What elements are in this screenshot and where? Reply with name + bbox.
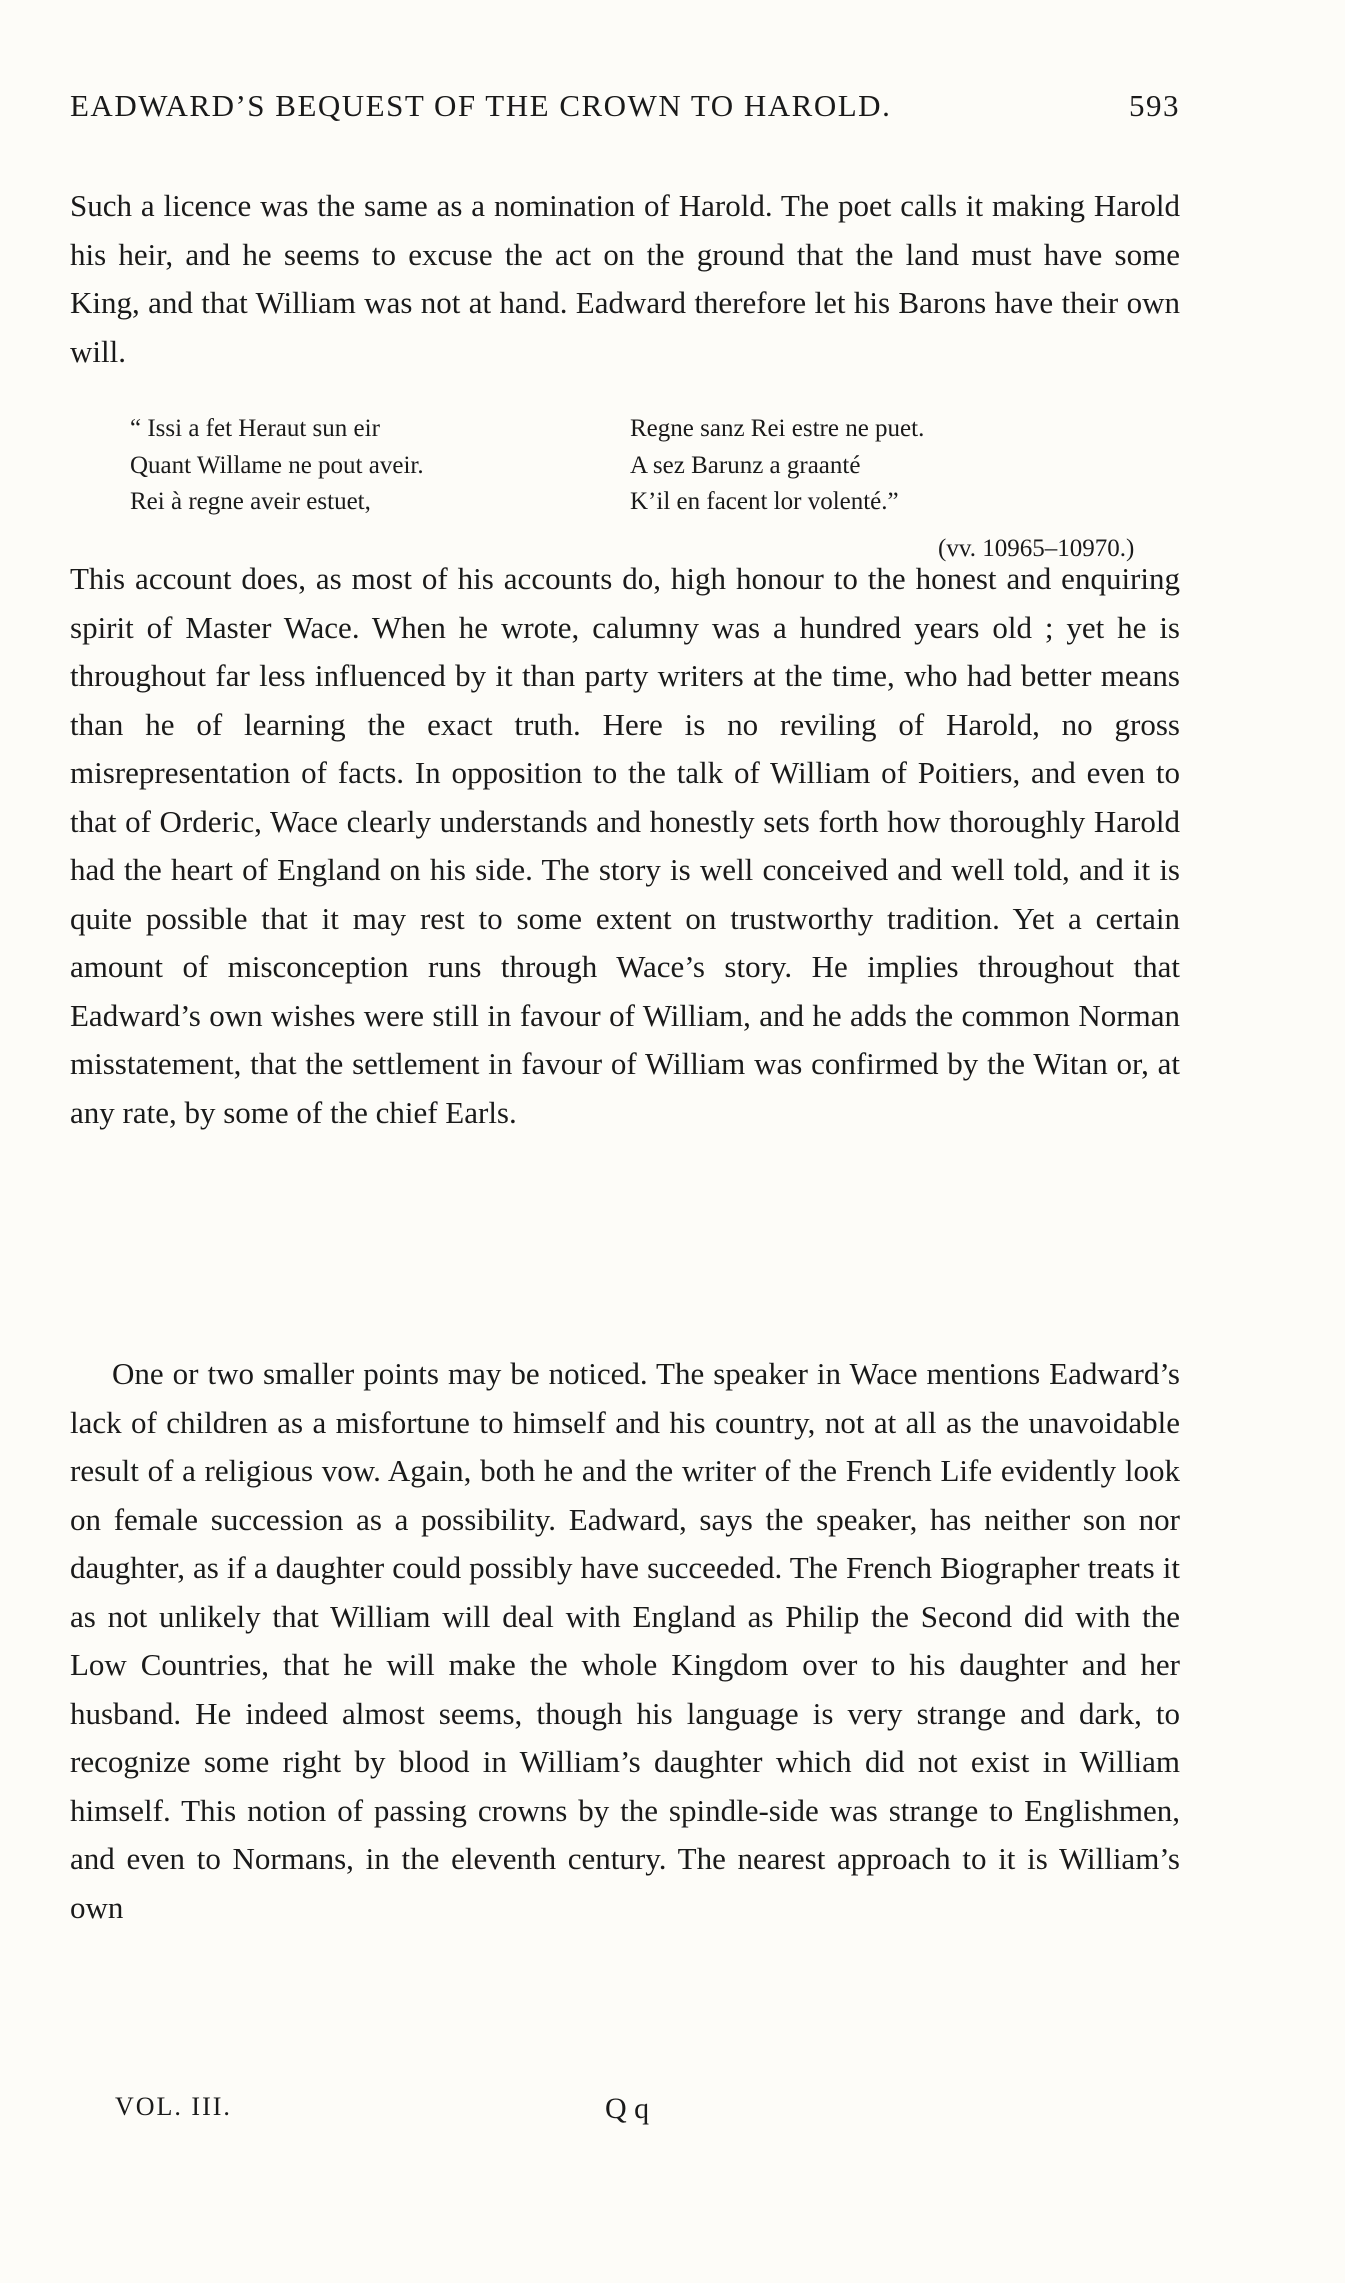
verse-column-right [630, 411, 924, 521]
paragraph-3: One or two smaller points may be noticed. The speaker in Wace mentions Eadward’s lack of children as a misfortune to himself and his country, not at all as the unavoidable result of a religious vow. Again, both he and the writer of the French Life evidently look on female succession as a possibility. Eadward, says the speaker, has neither son nor daughter, as if a daughter could possibly have succeeded. The French Biographer treats it as not unlikely that William will deal with England as Philip the Second did with the Low Countries, that he will make the whole Kingdom over to his daughter and her husband. He indeed almost seems, though his language is very strange and dark, to recognize some right by blood in William’s daughter which did not exist in William himself. This notion of passing crowns by the spindle-side was strange to Englishmen, and even to Normans, in the eleventh century. The nearest approach to it is William’s own [70, 1356, 1180, 1925]
verse-line: Rei à regne aveir estuet, [130, 488, 371, 515]
running-head [70, 88, 1180, 124]
page-number: 593 [1129, 88, 1180, 123]
verse-line: Regne sanz Rei estre ne puet. [630, 415, 925, 442]
paragraph-1: Such a licence was the same as a nomination of Harold. The poet calls it making Harold his heir, and he seems to excuse the act on the ground that the land must have some King, and that William was not at hand. Eadward therefore let his Barons have their own will. [70, 188, 1180, 369]
verse-column-left [130, 411, 424, 521]
verse-line: A sez Barunz a graanté [630, 451, 861, 479]
verse-reference: (vv. 10965–10970.) [938, 535, 1135, 562]
signature-mark: Q q [605, 2092, 650, 2125]
paragraph-2: This account does, as most of his accounts do, high honour to the honest and enquiring spirit of Master Wace. When he wrote, calumny was a hundred years old ; yet he is throughout far less influenced by it than party writers at the time, who had better means than he of learning the exact truth. Here is no reviling of Harold, no gross misrepresentation of facts. In opposition to the talk of William of Poitiers, and even to that of Orderic, Wace clearly understands and honestly sets forth how thoroughly Harold had the heart of England on his side. The story is well conceived and well told, and it is quite possible that it may rest to some extent on trustworthy tradition. Yet a certain amount of misconception runs through Wace’s story. He implies throughout that Eadward’s own wishes were still in favour of William, and he adds the common Norman misstatement, that the settlement in favour of William was confirmed by the Witan or, at any rate, by some of the chief Earls. [70, 561, 1180, 1130]
page [70, 0, 1180, 2283]
verse-line: “ Issi a fet Heraut sun eir [130, 415, 380, 442]
running-title: EADWARD’S BEQUEST OF THE CROWN TO HAROLD. [70, 88, 892, 123]
volume-label: VOL. III. [115, 2092, 232, 2121]
verse-line: K’il en facent lor volenté.” [630, 488, 899, 515]
verse-line: Quant Willame ne pout aveir. [130, 451, 424, 479]
